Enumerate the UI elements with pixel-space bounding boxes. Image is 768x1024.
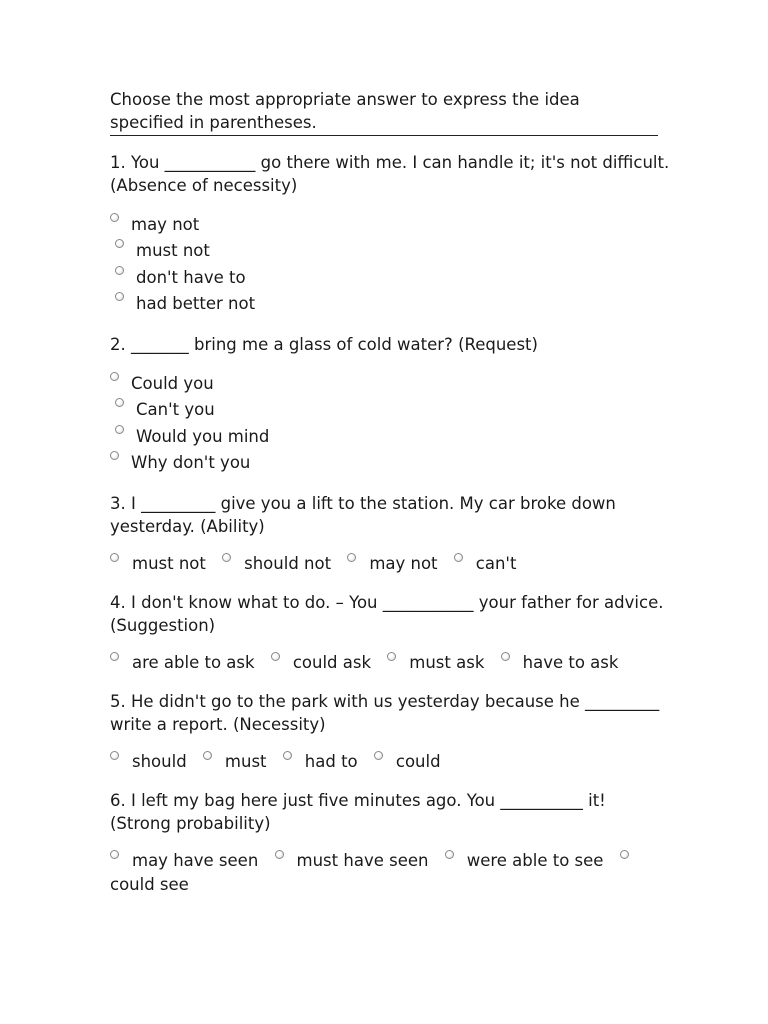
question-text: 3. I _________ give you a lift to the station. My car broke down yesterday. (Ability): [110, 494, 616, 536]
question-text: 5. He didn't go to the park with us yesterday because he _________ write a report. (Necessity): [110, 692, 660, 734]
options-group: [110, 552, 670, 576]
radio-button[interactable]: [620, 850, 629, 859]
option-label: may have seen: [132, 851, 259, 870]
radio-button[interactable]: [110, 451, 119, 460]
option-label: Could you: [131, 373, 214, 393]
option-label: could ask: [292, 653, 372, 672]
option-label: should not: [244, 554, 332, 573]
options-group: [110, 211, 670, 317]
radio-button[interactable]: [283, 751, 292, 760]
question-4: [110, 591, 670, 675]
question-text: 6. I left my bag here just five minutes ago. You __________ it! (Strong probability): [110, 791, 606, 833]
options-group: [110, 750, 670, 774]
options-group: [110, 849, 670, 897]
option-label: Why don't you: [131, 453, 251, 473]
radio-button[interactable]: [275, 850, 284, 859]
radio-button[interactable]: [115, 398, 124, 407]
option-label: Would you mind: [136, 426, 270, 446]
option-label: are able to ask: [132, 653, 255, 672]
option-label: must have seen: [296, 851, 429, 870]
question-2: [110, 333, 670, 476]
option-label: must not: [136, 241, 210, 261]
question-1: [110, 151, 670, 317]
radio-button[interactable]: [222, 553, 231, 562]
option-label: don't have to: [136, 267, 246, 287]
option[interactable]: [110, 238, 670, 265]
radio-button[interactable]: [271, 652, 280, 661]
option[interactable]: [110, 450, 670, 477]
radio-button[interactable]: [387, 652, 396, 661]
worksheet: [110, 88, 670, 912]
option[interactable]: [110, 264, 670, 291]
option[interactable]: [110, 397, 670, 424]
option-label: were able to see: [466, 851, 604, 870]
radio-button[interactable]: [110, 652, 119, 661]
option-label: must ask: [409, 653, 485, 672]
option-label: should: [132, 752, 187, 771]
option-label: have to ask: [522, 653, 619, 672]
radio-button[interactable]: [445, 850, 454, 859]
options-group: [110, 370, 670, 476]
option-label: could: [395, 752, 441, 771]
option[interactable]: [110, 291, 670, 318]
option-label: may not: [131, 214, 200, 234]
question-text: 1. You ___________ go there with me. I can handle it; it's not difficult. (Absence of necessity): [110, 153, 670, 195]
option-label: had to: [304, 752, 358, 771]
radio-button[interactable]: [110, 213, 119, 222]
option-label: had better not: [136, 294, 256, 314]
radio-button[interactable]: [115, 425, 124, 434]
instructions-text: Choose the most appropriate answer to express the idea specified in parentheses.: [110, 88, 658, 136]
radio-button[interactable]: [110, 751, 119, 760]
radio-button[interactable]: [347, 553, 356, 562]
radio-button[interactable]: [115, 239, 124, 248]
option[interactable]: [110, 370, 670, 397]
radio-button[interactable]: [110, 372, 119, 381]
radio-button[interactable]: [374, 751, 383, 760]
question-6: [110, 789, 670, 897]
option-label: must: [224, 752, 267, 771]
option-label: may not: [369, 554, 438, 573]
option-label: could see: [110, 875, 189, 894]
radio-button[interactable]: [115, 292, 124, 301]
option[interactable]: [110, 211, 670, 238]
question-text: 2. _______ bring me a glass of cold water? (Request): [110, 335, 538, 354]
radio-button[interactable]: [501, 652, 510, 661]
question-5: [110, 690, 670, 774]
option-label: must not: [132, 554, 206, 573]
option-label: Can't you: [136, 400, 215, 420]
radio-button[interactable]: [115, 266, 124, 275]
option[interactable]: [110, 423, 670, 450]
radio-button[interactable]: [203, 751, 212, 760]
option-label: can't: [475, 554, 517, 573]
question-text: 4. I don't know what to do. – You ___________ your father for advice. (Suggestion): [110, 593, 664, 635]
question-3: [110, 492, 670, 576]
radio-button[interactable]: [110, 553, 119, 562]
radio-button[interactable]: [454, 553, 463, 562]
options-group: [110, 651, 670, 675]
radio-button[interactable]: [110, 850, 119, 859]
